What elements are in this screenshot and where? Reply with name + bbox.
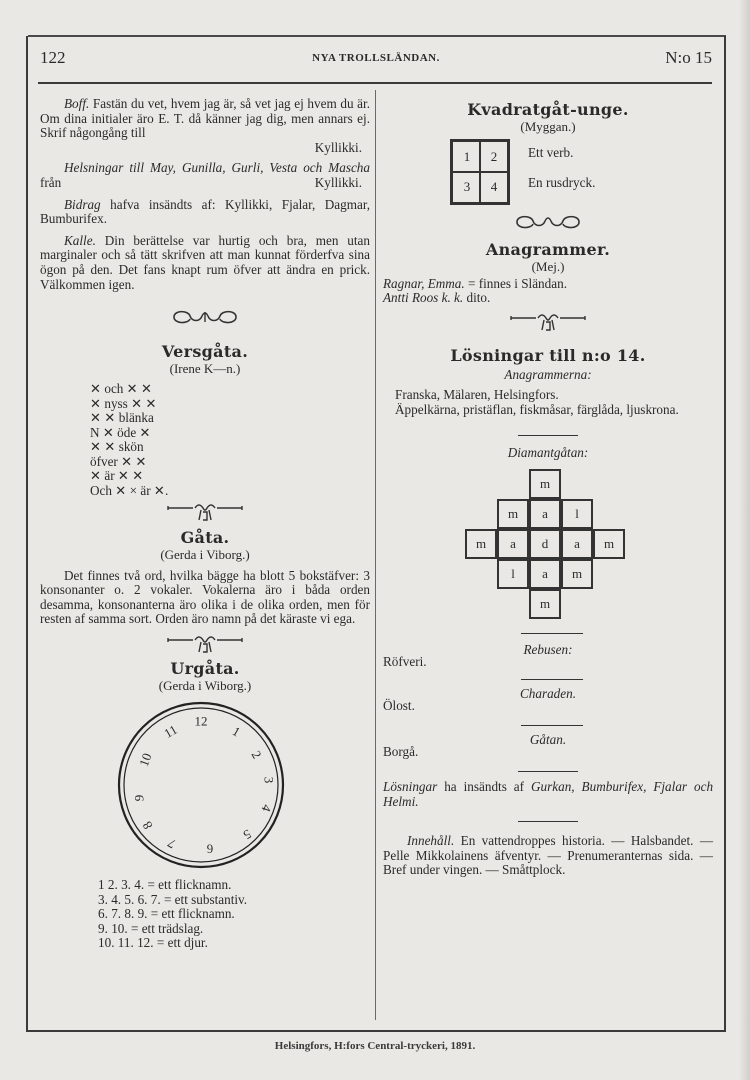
kvadrat-author: (Myggan.) [520, 119, 576, 134]
solvers-names: Gurkan, Bumburifex, Fjalar och Helmi. [383, 778, 714, 809]
boff-signature: Kyllikki. [314, 139, 362, 155]
running-title: NYA TROLLSLÄNDAN. [312, 52, 440, 64]
diamond-cell: a [529, 559, 561, 589]
anagrammer-author: (Mej.) [531, 259, 565, 275]
frame-right-border [724, 36, 726, 1030]
rebus-solution [383, 625, 713, 675]
anagram-line [383, 291, 713, 306]
charad-head: Charaden. [519, 685, 577, 701]
kvadrat-cell: 2 [490, 148, 498, 164]
boff-name: Boff. [64, 96, 90, 111]
diamond-cell: a [561, 529, 593, 559]
scroll-ornament-icon [513, 213, 583, 231]
kvadrat-title: Kvadratgåt-unge. [467, 100, 629, 119]
bracket-ornament-icon [165, 502, 245, 522]
anagrammerna-head: Anagrammerna: [504, 366, 592, 382]
solvers-label: Lösningar [383, 778, 438, 794]
bracket-ornament [383, 312, 713, 336]
gatan-head: Gåtan. [529, 731, 567, 747]
rebus-answer: Röfveri. [383, 653, 427, 669]
short-rule [518, 771, 578, 772]
kvadrat-cell: 1 [463, 148, 471, 164]
gata-text: Det finnes två ord, hvilka bägge ha blott 5 bokstäfver: 3 konsonanter o. 2 vokaler. Vokalerna äro i båda orden desamma, konsonanterna äro olika i de olika orden, men för resten af samma sort. Orden äro namn på det käraste vi ega. [40, 567, 370, 627]
contents-text: En vattendroppes historia. — Halsbandet. — Pelle Mikkolainens äfventyr. — Prenumeranternas sida. — Bref under vingen. — Småttplock. [383, 833, 714, 878]
clock-number-10: 10 [135, 751, 155, 769]
bracket-ornament [40, 502, 370, 526]
short-rule [518, 435, 578, 436]
right-column [383, 100, 713, 885]
greetings-text: från [40, 174, 62, 190]
short-rule [521, 679, 583, 680]
page-number: 122 [40, 48, 66, 67]
anagram-line [383, 277, 713, 292]
kvadrat-square [450, 139, 510, 205]
gata-author: (Gerda i Viborg.) [160, 546, 250, 562]
diamond-cell: d [529, 529, 561, 559]
key-line: 10. 11. 12. = ett djur. [98, 935, 208, 951]
imprint: Helsingfors, H:fors Central-tryckeri, 1891. [274, 1040, 476, 1052]
short-rule [521, 725, 583, 726]
versgata-author: (Irene K—n.) [169, 360, 241, 376]
verse-line: Och ✕ × är ✕. [90, 482, 169, 498]
greetings-names: Helsningar till May, Gunilla, Gurli, Vesta och Mascha [64, 160, 370, 176]
urgata-title: Urgåta. [170, 659, 240, 679]
key-line: 1 2. 3. 4. = ett flicknamn. [98, 877, 232, 893]
diamond-cell: m [465, 529, 497, 559]
diamond-cell: m [561, 559, 593, 589]
boff-note [40, 97, 370, 141]
kvadrat-cell: 4 [490, 178, 498, 194]
gatan-answer: Borgå. [383, 743, 419, 759]
clock-number-1: 1 [229, 723, 243, 740]
clock-number-7: 7 [165, 835, 179, 852]
scroll-ornament [383, 213, 713, 235]
left-column [40, 97, 370, 951]
diamond-cell: a [529, 499, 561, 529]
diamond-cell: m [529, 469, 561, 499]
header-rule [38, 82, 712, 84]
charad-answer: Ölost. [383, 697, 415, 713]
top-rule [28, 35, 726, 37]
anagram-names: Ragnar, Emma. [383, 275, 465, 291]
diamond-cell: l [561, 499, 593, 529]
kvadrat-grid [383, 139, 713, 209]
bracket-ornament-icon [508, 312, 588, 332]
charad-solution [383, 675, 713, 721]
diamantgatan-head: Diamantgåtan: [507, 445, 589, 461]
losningar-title: Lösningar till n:o 14. [450, 345, 646, 365]
kalle-text: Din berättelse var hurtig och bra, men utan marginaler och så tätt skrifven att man kunnat förderfva sina ögon på den. Det fans knapt rum öfver att ändra en prick. Välkommen igen. [40, 232, 371, 292]
gata-title: Gåta. [180, 527, 230, 547]
bracket-ornament-icon [165, 634, 245, 654]
verse-line: ✕ är ✕ ✕ [90, 468, 144, 484]
short-rule [518, 821, 578, 822]
clock-number-2: 2 [248, 748, 265, 762]
clock-number-3: 3 [261, 776, 277, 784]
frame-bottom-border [26, 1030, 726, 1032]
diamond-grid [465, 465, 635, 625]
verse-line: öfver ✕ ✕ [90, 453, 147, 469]
contents-note [383, 834, 713, 878]
boff-text: Fastän du vet, hvem jag är, så vet jag ej hvem du är. Om dina initialer äro E. T. då känner jag dig, men annars ej. Skrif någongång till [40, 96, 370, 141]
gatan-solution [383, 721, 713, 767]
solvers-text: ha insändts af [444, 778, 525, 794]
key-line: 9. 10. = ett trädslag. [98, 920, 204, 936]
frame-left-border [26, 36, 28, 1030]
rebus-head: Rebusen: [523, 641, 573, 657]
contents-label: Innehåll. [407, 833, 455, 849]
anagram-text: dito. [466, 290, 491, 306]
kvadrat-clue: Ett verb. [528, 144, 574, 160]
diamond-cell: a [497, 529, 529, 559]
diamond-cell: m [593, 529, 625, 559]
page-header [40, 48, 712, 72]
key-line: 3. 4. 5. 6. 7. = ett substantiv. [98, 891, 248, 907]
key-line: 6. 7. 8. 9. = ett flicknamn. [98, 906, 235, 922]
scroll-ornament [40, 308, 370, 330]
versgata-verse [90, 382, 370, 498]
short-rule [521, 633, 583, 634]
verse-line: ✕ ✕ blänka [90, 410, 154, 426]
kalle-note [40, 234, 370, 292]
clock-figure [116, 700, 286, 870]
bracket-ornament [40, 634, 370, 658]
clock-number-5: 5 [240, 826, 254, 843]
kvadrat-cell: 3 [463, 178, 471, 194]
clock-number-8: 8 [139, 818, 156, 833]
diamond-cell: l [497, 559, 529, 589]
anagram-text: = finnes i Sländan. [467, 275, 567, 291]
scroll-ornament-icon [170, 308, 240, 326]
verse-line: ✕ nyss ✕ ✕ [90, 395, 157, 411]
kalle-name: Kalle. [64, 232, 96, 248]
anagram-solution-2: Äppelkärna, pristäflan, fiskmåsar, färglåda, ljuskrona. [395, 401, 679, 417]
anagram-solution-1: Franska, Mälaren, Helsingfors. [395, 387, 559, 403]
anagrammer-title: Anagrammer. [485, 240, 611, 260]
contributions-note [40, 198, 370, 227]
verse-line: N ✕ öde ✕ [90, 424, 151, 440]
clock-number-11: 11 [161, 721, 180, 742]
urgata-author: (Gerda i Wiborg.) [158, 678, 252, 694]
clock-number-12: 12 [194, 713, 208, 729]
solvers-note [383, 780, 713, 809]
verse-line: ✕ och ✕ ✕ [90, 381, 153, 397]
verse-line: ✕ ✕ skön [90, 439, 144, 455]
contributions-label: Bidrag [64, 196, 101, 212]
versgata-title: Versgåta. [161, 341, 249, 361]
clock-number-9: 9 [131, 794, 147, 802]
diamond-cell: m [497, 499, 529, 529]
anagram-names: Antti Roos k. k. [383, 290, 464, 306]
clock-number-4: 4 [258, 802, 275, 814]
kvadrat-clue: En rusdryck. [528, 174, 596, 190]
contributions-text: hafva insändts af: Kyllikki, Fjalar, Dagmar, Bumburifex. [40, 196, 370, 227]
issue-number: N:o 15 [665, 48, 712, 67]
urgata-key [98, 878, 370, 951]
column-divider [375, 90, 376, 1020]
diamond-cell: m [529, 589, 561, 619]
clock-number-6: 6 [206, 841, 214, 857]
greetings-signature: Kyllikki. [314, 174, 362, 190]
page-edge-shadow [740, 0, 750, 1080]
